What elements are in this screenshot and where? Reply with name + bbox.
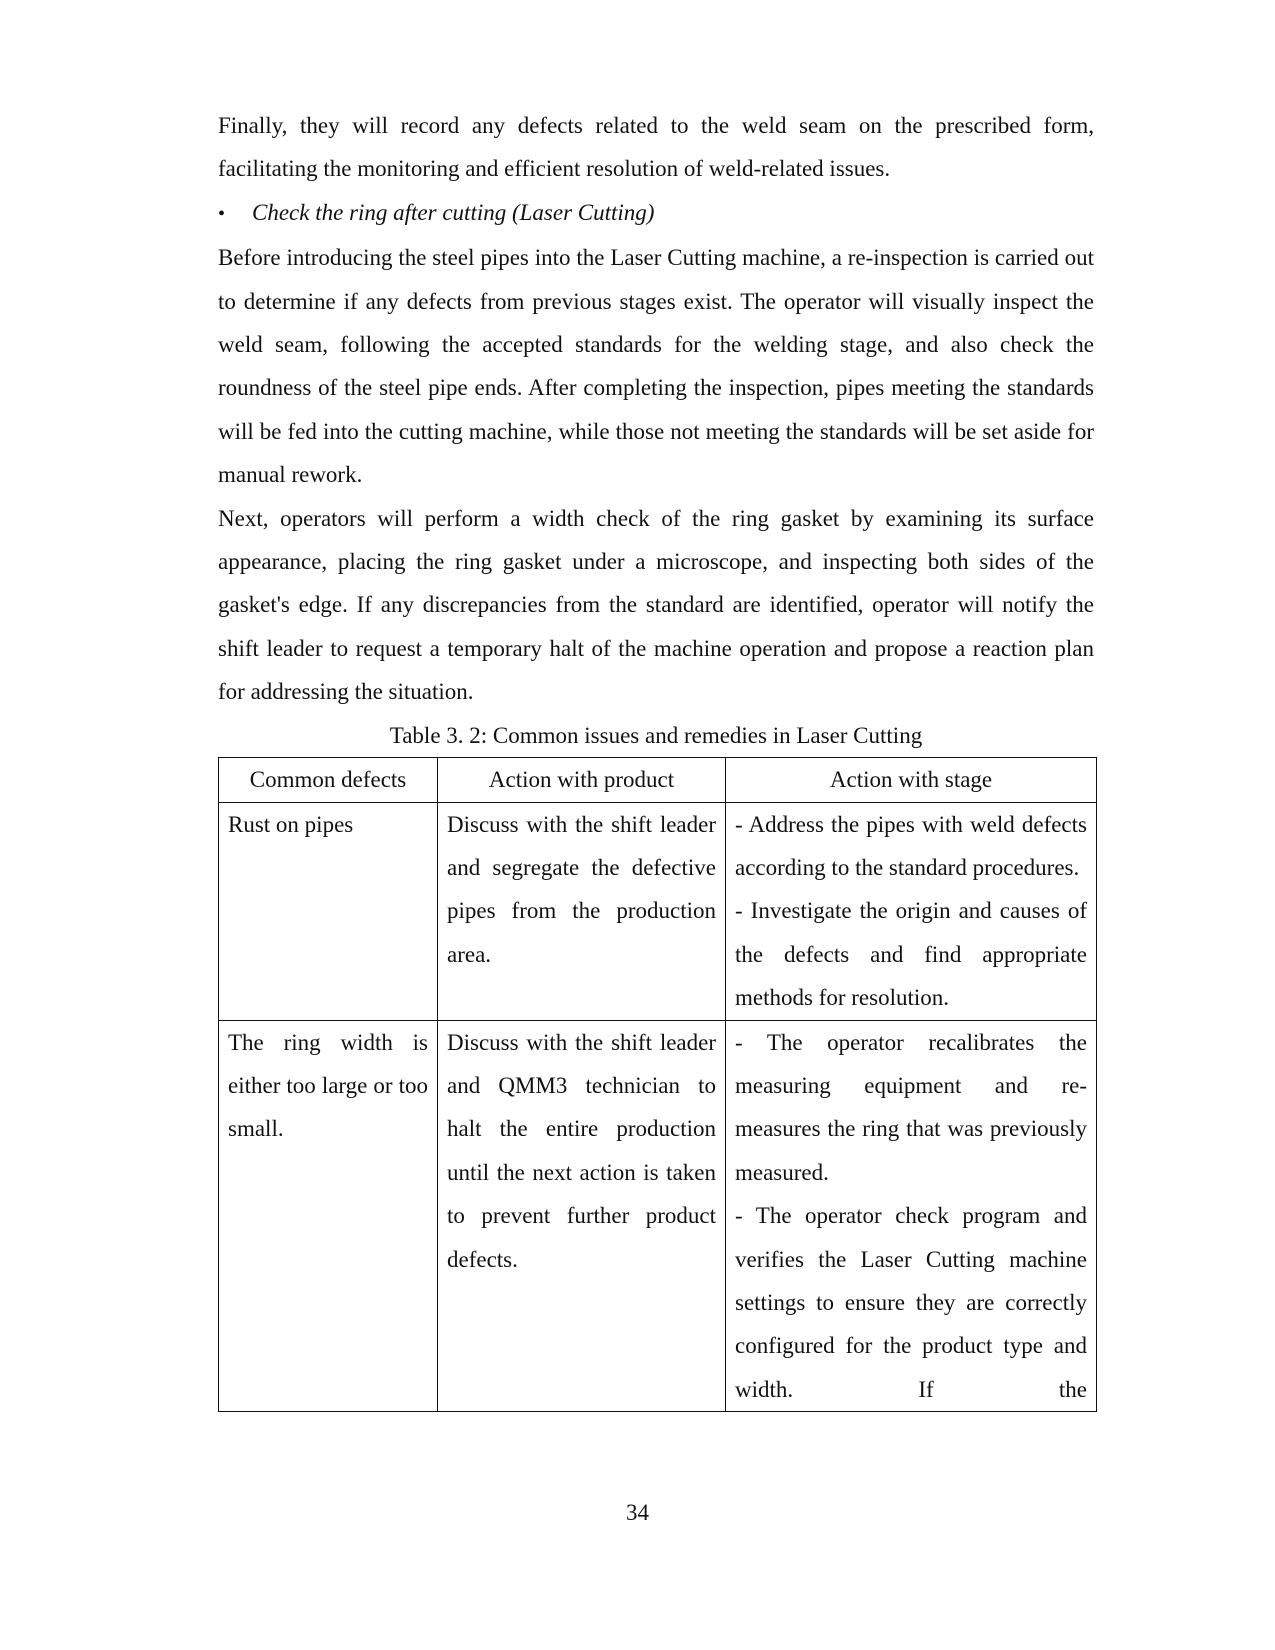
paragraph-weld-record: Finally, they will record any defects related to the weld seam on the prescribed form, facilitating the monitoring and efficient resolution of weld-related issues. — [218, 113, 1094, 182]
header-action-stage: Action with stage — [726, 758, 1097, 802]
bullet-icon: • — [218, 202, 226, 225]
header-action-product: Action with product — [438, 758, 726, 802]
cell-product-action: Discuss with the shift leader and QMM3 technician to halt the entire production until the next action is taken to prevent further product defects. — [438, 1020, 726, 1412]
stage-action-line: - Investigate the origin and causes of the defects and find appropriate methods for resolution. — [735, 898, 1087, 1011]
stage-action-line: - The operator recalibrates the measuring equipment and re-measures the ring that was previously measured. — [735, 1029, 1087, 1185]
table-caption: Table 3. 2: Common issues and remedies in Laser Cutting — [389, 722, 923, 748]
defects-table — [218, 757, 1097, 1412]
header-common-defects: Common defects — [219, 758, 438, 802]
bullet-heading: Check the ring after cutting (Laser Cutting) — [252, 199, 655, 225]
cell-stage-action — [726, 802, 1097, 1020]
paragraph-reinspection: Before introducing the steel pipes into the Laser Cutting machine, a re-inspection is carried out to determine if any defects from previous stages exist. The operator will visually inspect the weld seam, following the accepted standards for the welding stage, and also check the roundness of the steel pipe ends. After completing the inspection, pipes meeting the standards will be fed into the cutting machine, while those not meeting the standards will be set aside for manual rework. — [218, 245, 1094, 488]
table-header-row — [219, 758, 1097, 802]
table-row — [219, 802, 1097, 1020]
cell-defect: Rust on pipes — [219, 802, 438, 1020]
cell-product-action: Discuss with the shift leader and segregate the defective pipes from the production area. — [438, 802, 726, 1020]
stage-action-line: - Address the pipes with weld defects according to the standard procedures. — [735, 811, 1087, 880]
cell-defect: The ring width is either too large or too small. — [219, 1020, 438, 1412]
page-content — [218, 104, 1094, 1412]
bullet-item-laser-cutting — [218, 191, 1094, 236]
table-row — [219, 1020, 1097, 1412]
page-number: 34 — [626, 1500, 649, 1525]
paragraph-width-check: Next, operators will perform a width check of the ring gasket by examining its surface appearance, placing the ring gasket under a microscope, and inspecting both sides of the gasket's edge. If any discrepancies from the standard are identified, operator will notify the shift leader to request a temporary halt of the machine operation and propose a reaction plan for addressing the situation. — [218, 505, 1094, 705]
cell-stage-action — [726, 1020, 1097, 1412]
stage-action-line: - The operator check program and verifies the Laser Cutting machine settings to ensure they are correctly configured for the product type and width. If the — [735, 1203, 1087, 1402]
